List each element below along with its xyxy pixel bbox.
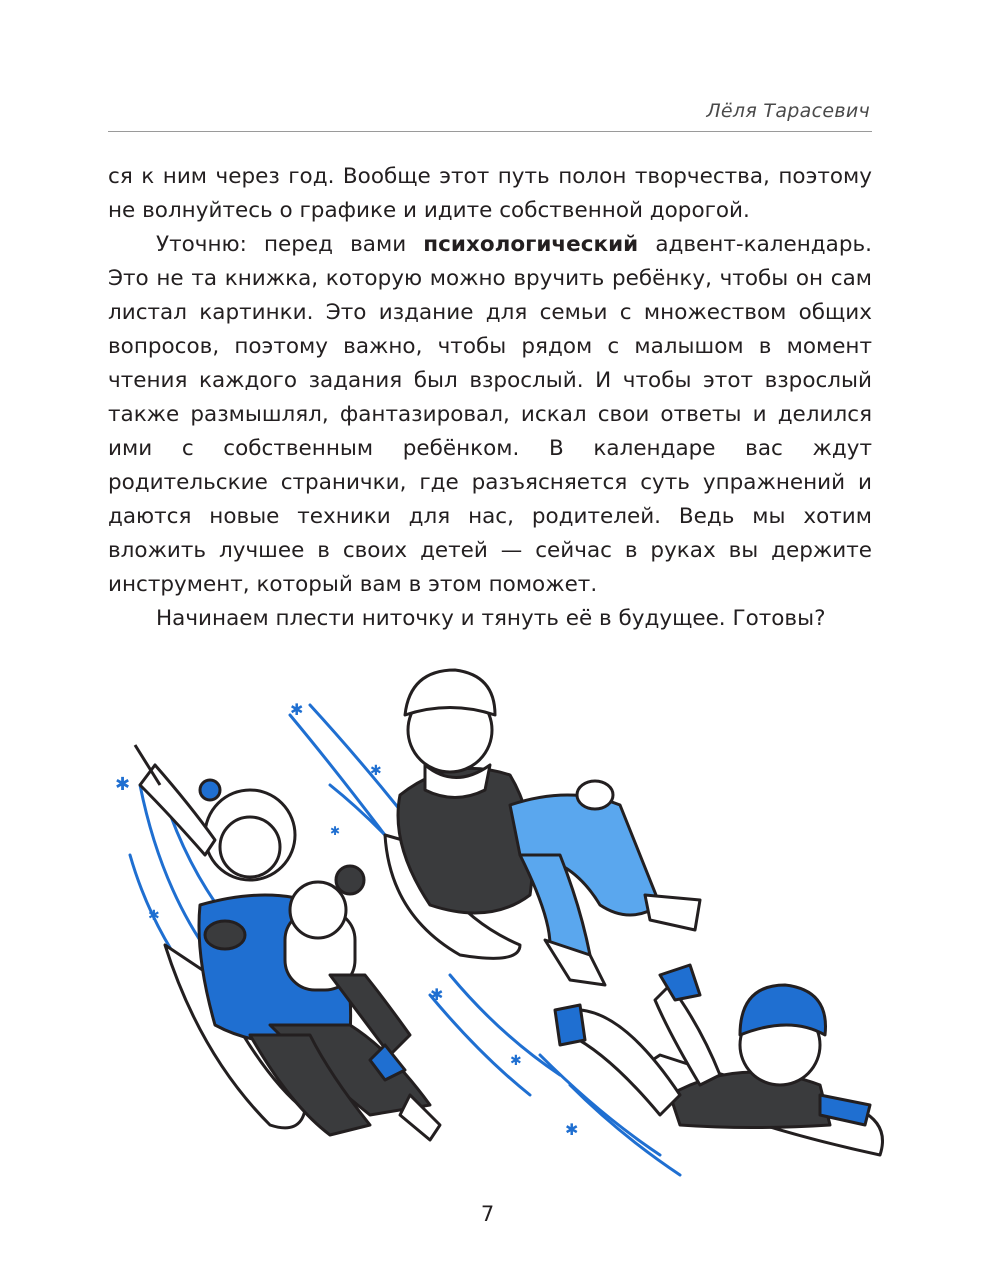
- svg-text:✱: ✱: [510, 1053, 522, 1069]
- page-number: 7: [480, 1202, 495, 1226]
- svg-text:✱: ✱: [290, 700, 304, 719]
- svg-text:✱: ✱: [115, 774, 131, 795]
- boy-figure: [555, 965, 883, 1155]
- svg-text:✱: ✱: [430, 985, 444, 1004]
- paragraph-2: [108, 228, 872, 602]
- svg-text:✱: ✱: [370, 763, 382, 779]
- paragraph-2-bold-term: психологический: [423, 232, 639, 257]
- svg-text:✱: ✱: [330, 824, 341, 838]
- svg-text:✱: ✱: [565, 1120, 579, 1139]
- paragraph-2-start: Уточню: перед вами: [156, 232, 424, 257]
- svg-text:✱: ✱: [148, 908, 160, 924]
- running-header-author: Лёля Тарасевич: [706, 100, 870, 122]
- father-figure: [385, 670, 700, 985]
- body-text: [108, 160, 872, 636]
- paragraph-3: Начинаем плести ниточку и тянуть её в будущее. Готовы?: [156, 606, 826, 631]
- paragraph-1: ся к ним через год. Вообще этот путь полон творчества, поэтому не волнуйтесь о графике и идите собственной дорогой.: [108, 164, 872, 223]
- header-divider: [108, 131, 872, 132]
- paragraph-2-rest: адвент-календарь. Это не та книжка, которую можно вручить ребёнку, чтобы он сам листал картинки. Это издание для семьи с множеством общих вопросов, поэтому важно, чтобы рядом с малышом в момент чтения каждого задания был взрослый. И чтобы этот взрослый также размышлял, фантазировал, искал свои ответы и делился ими с собственным ребёнком. В календаре вас ждут родительские странички, где разъясняется суть упражнений и даются новые техники для нас, родителей. Ведь мы хотим вложить лучшее в своих детей — сейчас в руках вы держите инструмент, который вам в этом поможет.: [108, 232, 872, 597]
- family-sledding-illustration: [100, 655, 920, 1200]
